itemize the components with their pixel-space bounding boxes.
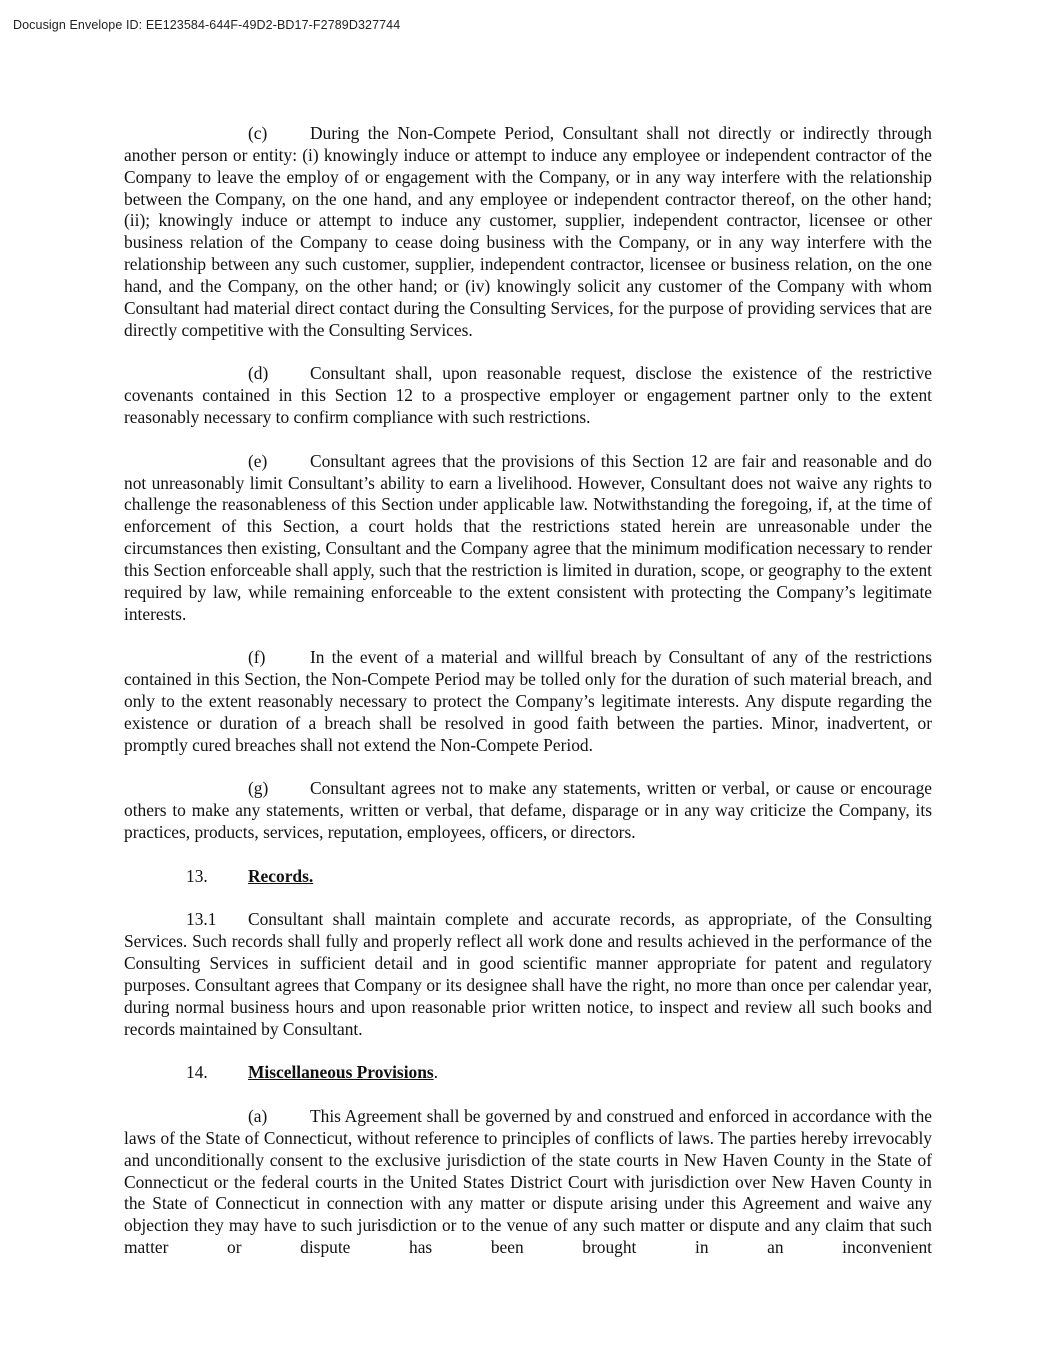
clause-marker-d: (d) bbox=[248, 363, 269, 384]
paragraph-14-a bbox=[124, 1106, 932, 1259]
section-14-title-period: . bbox=[433, 1062, 439, 1083]
paragraph-13-1 bbox=[124, 909, 932, 1040]
clause-marker-e: (e) bbox=[248, 450, 268, 471]
document-page bbox=[124, 123, 932, 1281]
clause-marker-14-a: (a) bbox=[248, 1105, 268, 1126]
section-13-number: 13. bbox=[186, 865, 208, 886]
clause-marker-c: (c) bbox=[248, 123, 268, 143]
section-14-number: 14. bbox=[186, 1062, 208, 1083]
clause-text-e: Consultant agrees that the provisions of this Section 12 are fair and reasonable and do not unreasonably limit Consultant’s ability to earn a livelihood. However, Consultant does not waive any rights to challenge the reasonableness of this Section under applicable law. Notwithstanding the foregoing, if, at the time of enforcement of this Section, a court holds that the restrictions stated herein are unreasonable under the circumstances then existing, Consultant and the Company agree that the minimum modification necessary to render this Section enforceable shall apply, such that the restriction is limited in duration, scope, or geography to the extent required by law, while remaining enforceable to the extent consistent with protecting the Company’s legitimate interests. bbox=[124, 450, 932, 624]
clause-text-c: During the Non-Compete Period, Consultant shall not directly or indirectly through another person or entity: (i) knowingly induce or attempt to induce any employee or independent contractor of the Company to leave the employ of or engagement with the Company, or in any way interfere with the relationship between the Company, on the one hand, and any employee or independent contractor thereof, on the other hand; (ii); knowingly induce or attempt to induce any customer, supplier, independent contractor, licensee or other business relation of the Company to cease doing business with the Company, or in any way interfere with the relationship between any such customer, supplier, independent contractor, licensee or business relation, on the one hand, and the Company, on the other hand; or (iv) knowingly solicit any customer of the Company with whom Consultant had material direct contact during the Consulting Services, for the purpose of providing services that are directly competitive with the Consulting Services. bbox=[124, 123, 932, 340]
clause-marker-f: (f) bbox=[248, 647, 266, 668]
clause-text-d: Consultant shall, upon reasonable request, disclose the existence of the restrictive covenants contained in this Section 12 to a prospective employer or engagement partner only to the extent reasonably necessary to confirm compliance with such restrictions. bbox=[124, 363, 932, 427]
paragraph-e bbox=[124, 451, 932, 626]
section-14-heading bbox=[124, 1062, 932, 1084]
section-13-title: Records. bbox=[248, 865, 314, 886]
paragraph-d bbox=[124, 363, 932, 429]
clause-text-f: In the event of a material and willful breach by Consultant of any of the restrictions contained in this Section, the Non-Compete Period may be tolled only for the duration of such material breach, and only to the extent reasonably necessary to protect the Company’s legitimate interests. Any dispute regarding the existence or duration of a breach shall be resolved in good faith between the parties. Minor, inadvertent, or promptly cured breaches shall not extend the Non-Compete Period. bbox=[124, 647, 932, 755]
clause-marker-g: (g) bbox=[248, 778, 269, 799]
paragraph-g bbox=[124, 778, 932, 844]
paragraph-c bbox=[124, 123, 932, 341]
subsection-13-1-number: 13.1 bbox=[186, 909, 217, 930]
section-14-title: Miscellaneous Provisions bbox=[248, 1062, 434, 1083]
subsection-13-1-text: Consultant shall maintain complete and accurate records, as appropriate, of the Consulting Services. Such records shall fully and properly reflect all work done and results achieved in the performance of the Consulting Services in sufficient detail and in good scientific manner appropriate for patent and regulatory purposes. Consultant agrees that Company or its designee shall have the right, no more than once per calendar year, during normal business hours and upon reasonable prior written notice, to inspect and review all such books and records maintained by Consultant. bbox=[124, 909, 932, 1039]
paragraph-f bbox=[124, 647, 932, 756]
docusign-envelope-id: Docusign Envelope ID: EE123584-644F-49D2-BD17-F2789D327744 bbox=[13, 18, 401, 32]
clause-text-14-a: This Agreement shall be governed by and construed and enforced in accordance with the laws of the State of Connecticut, without reference to principles of conflicts of laws. The parties hereby irrevocably and unconditionally consent to the exclusive jurisdiction of the state courts in New Haven County in the State of Connecticut or the federal courts in the United States District Court with jurisdiction over New Haven County in the State of Connecticut in connection with any matter or dispute arising under this Agreement and waive any objection they may have to such jurisdiction or to the venue of any such matter or dispute and any claim that such matter or dispute has been brought in an inconvenient bbox=[124, 1105, 932, 1258]
section-13-heading bbox=[124, 866, 932, 888]
clause-text-g: Consultant agrees not to make any statements, written or verbal, or cause or encourage others to make any statements, written or verbal, that defame, disparage or in any way criticize the Company, its practices, products, services, reputation, employees, officers, or directors. bbox=[124, 778, 932, 842]
